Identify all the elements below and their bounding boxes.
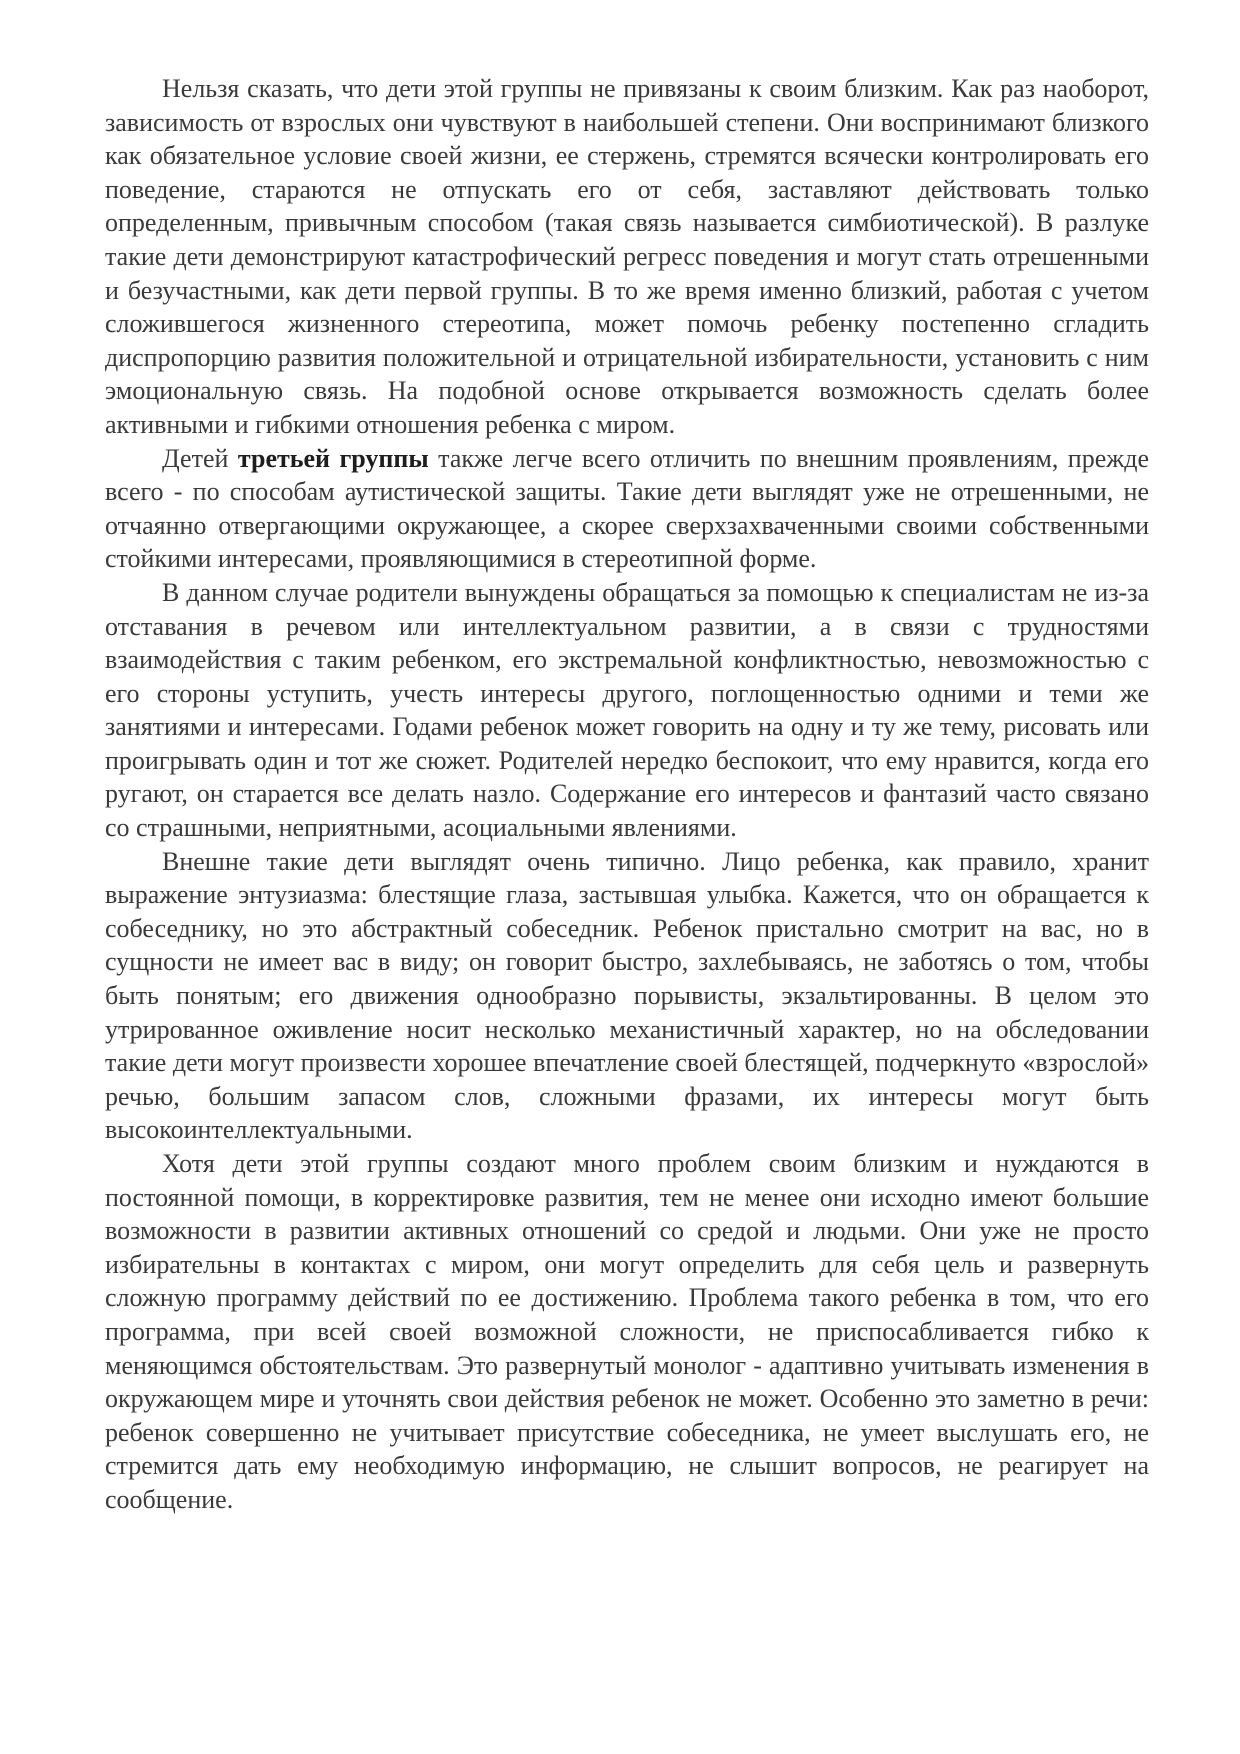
paragraph-2-lead: Детей: [162, 443, 238, 473]
paragraph-3: В данном случае родители вынуждены обращаться за помощью к специалистам не из-за отставания в речевом или интеллектуальном развитии, а в связи с трудностями взаимодействия с таким ребенком, его экстремальной конфликтностью, невозможностью с его стороны уступить, учесть интересы другого, поглощенностью одними и теми же занятиями и интересами. Годами ребенок может говорить на одну и ту же тему, рисовать или проигрывать один и тот же сюжет. Родителей нередко беспокоит, что ему нравится, когда его ругают, он старается все делать назло. Содержание его интересов и фантазий часто связано со страшными, неприятными, асоциальными явлениями.: [105, 577, 1149, 843]
body-text: [105, 72, 1149, 1517]
paragraph-1: Нельзя сказать, что дети этой группы не привязаны к своим близким. Как раз наоборот, зависимость от взрослых они чувствуют в наибольшей степени. Они воспринимают близкого как обязательное условие своей жизни, ее стержень, стремятся всячески контролировать его поведение, стараются не отпускать его от себя, заставляют действовать только определенным, привычным способом (такая связь называется симбиотической). В разлуке такие дети демонстрируют катастрофический регресс поведения и могут стать отрешенными и безучастными, как дети первой группы. В то же время именно близкий, работая с учетом сложившегося жизненного стереотипа, может помочь ребенку постепенно сгладить диспропорцию развития положительной и отрицательной избирательности, установить с ним эмоциональную связь. На подобной основе открывается возможность сделать более активными и гибкими отношения ребенка с миром.: [105, 74, 1149, 439]
paragraph-5: Хотя дети этой группы создают много проблем своим близким и нуждаются в постоянной помощи, в корректировке развития, тем не менее они исходно имеют большие возможности в развитии активных отношений со средой и людьми. Они уже не просто избирательны в контактах с миром, они могут определить для себя цель и развернуть сложную программу действий по ее достижению. Проблема такого ребенка в том, что его программа, при всей своей возможной сложности, не приспосабливается гибко к меняющимся обстоятельствам. Это развернутый монолог - адаптивно учитывать изменения в окружающем мире и уточнять свои действия ребенок не может. Особенно это заметно в речи: ребенок совершенно не учитывает присутствие собеседника, не умеет выслушать его, не стремится дать ему необходимую информацию, не слышит вопросов, не реагирует на сообщение.: [105, 1149, 1149, 1514]
emphasis-third-group: третьей группы: [237, 443, 429, 473]
paragraph-2: [105, 442, 1149, 576]
paragraph-2-rest: также легче всего отличить по внешним проявлениям, прежде всего - по способам аутистической защиты. Такие дети выглядят уже не отрешенными, не отчаянно отвергающими окружающее, а скорее сверхзахваченными своими собственными стойкими интересами, проявляющимися в стереотипной форме.: [105, 443, 1149, 574]
paragraph-4: Внешне такие дети выглядят очень типично. Лицо ребенка, как правило, хранит выражение энтузиазма: блестящие глаза, застывшая улыбка. Кажется, что он обращается к собеседнику, но это абстрактный собеседник. Ребенок пристально смотрит на вас, но в сущности не имеет вас в виду; он говорит быстро, захлебываясь, не заботясь о том, чтобы быть понятым; его движения однообразно порывисты, экзальтированны. В целом это утрированное оживление носит несколько механистичный характер, но на обследовании такие дети могут произвести хорошее впечатление своей блестящей, подчеркнуто «взрослой» речью, большим запасом слов, сложными фразами, их интересы могут быть высокоинтеллектуальными.: [105, 846, 1149, 1145]
